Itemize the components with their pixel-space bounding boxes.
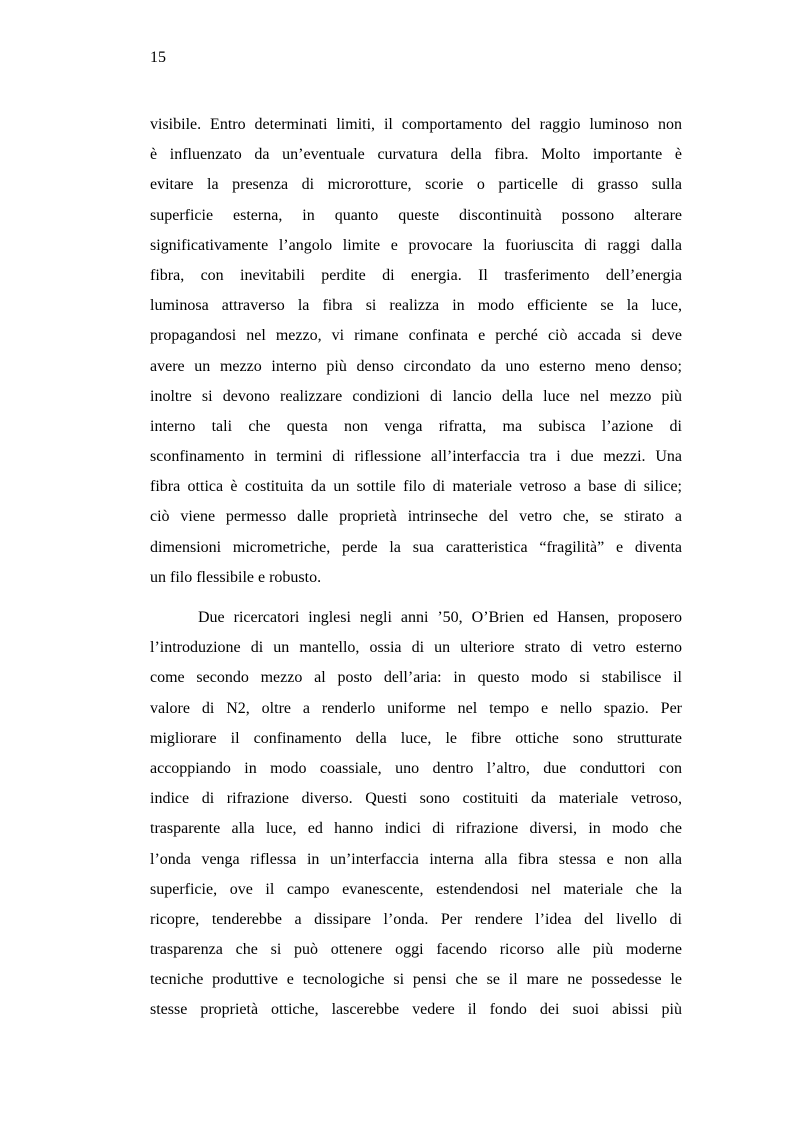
- paragraph-2: [150, 608, 682, 1031]
- text-line: luminosa attraverso la fibra si realizza in modo efficiente se la luce,: [150, 297, 682, 315]
- text-line: valore di N2, oltre a renderlo uniforme nel tempo e nello spazio. Per: [150, 699, 682, 717]
- paragraph-1: [150, 115, 682, 598]
- text-line: inoltre si devono realizzare condizioni di lancio della luce nel mezzo più: [150, 387, 682, 405]
- text-line: accoppiando in modo coassiale, uno dentro l’altro, due conduttori con: [150, 759, 682, 777]
- page-number: 15: [150, 49, 166, 66]
- body-text: [150, 115, 682, 1031]
- text-line: stesse proprietà ottiche, lascerebbe vedere il fondo dei suoi abissi più: [150, 1001, 682, 1019]
- text-line: indice di rifrazione diverso. Questi sono costituiti da materiale vetroso,: [150, 790, 682, 808]
- text-line: dimensioni micrometriche, perde la sua caratteristica “fragilità” e diventa: [150, 538, 682, 556]
- text-line: visibile. Entro determinati limiti, il comportamento del raggio luminoso non: [150, 116, 682, 133]
- text-line: tecniche produttive e tecnologiche si pensi che se il mare ne possedesse le: [150, 971, 682, 989]
- text-line: un filo flessibile e robusto.: [150, 568, 322, 586]
- text-line: fibra, con inevitabili perdite di energia. Il trasferimento dell’energia: [150, 266, 682, 284]
- text-line: ciò viene permesso dalle proprietà intrinseche del vetro che, se stirato a: [150, 508, 682, 526]
- text-line: l’onda venga riflessa in un’interfaccia interna alla fibra stessa e non alla: [150, 850, 682, 868]
- text-line: interno tali che questa non venga rifratta, ma subisca l’azione di: [150, 417, 682, 435]
- text-line: trasparenza che si può ottenere oggi facendo ricorso alle più moderne: [150, 941, 682, 959]
- text-line: è influenzato da un’eventuale curvatura della fibra. Molto importante è: [150, 146, 682, 164]
- text-line: come secondo mezzo al posto dell’aria: in questo modo si stabilisce il: [150, 669, 682, 687]
- text-line: evitare la presenza di microrotture, scorie o particelle di grasso sulla: [150, 176, 682, 194]
- text-line: ricopre, tenderebbe a dissipare l’onda. Per rendere l’idea del livello di: [150, 910, 682, 928]
- text-line: Due ricercatori inglesi negli anni ’50, O’Brien ed Hansen, proposero: [198, 609, 682, 626]
- text-line: significativamente l’angolo limite e provocare la fuoriuscita di raggi dalla: [150, 236, 682, 254]
- text-line: migliorare il confinamento della luce, le fibre ottiche sono strutturate: [150, 729, 682, 747]
- text-line: l’introduzione di un mantello, ossia di un ulteriore strato di vetro esterno: [150, 639, 682, 657]
- text-line: propagandosi nel mezzo, vi rimane confinata e perché ciò accada si deve: [150, 327, 682, 345]
- text-line: fibra ottica è costituita da un sottile filo di materiale vetroso a base di silice;: [150, 478, 682, 496]
- text-line: avere un mezzo interno più denso circondato da uno esterno meno denso;: [150, 357, 682, 375]
- text-line: sconfinamento in termini di riflessione all’interfaccia tra i due mezzi. Una: [150, 448, 682, 466]
- text-line: superficie, ove il campo evanescente, estendendosi nel materiale che la: [150, 880, 682, 898]
- text-line: superficie esterna, in quanto queste discontinuità possono alterare: [150, 206, 682, 224]
- text-line: trasparente alla luce, ed hanno indici di rifrazione diversi, in modo che: [150, 820, 682, 838]
